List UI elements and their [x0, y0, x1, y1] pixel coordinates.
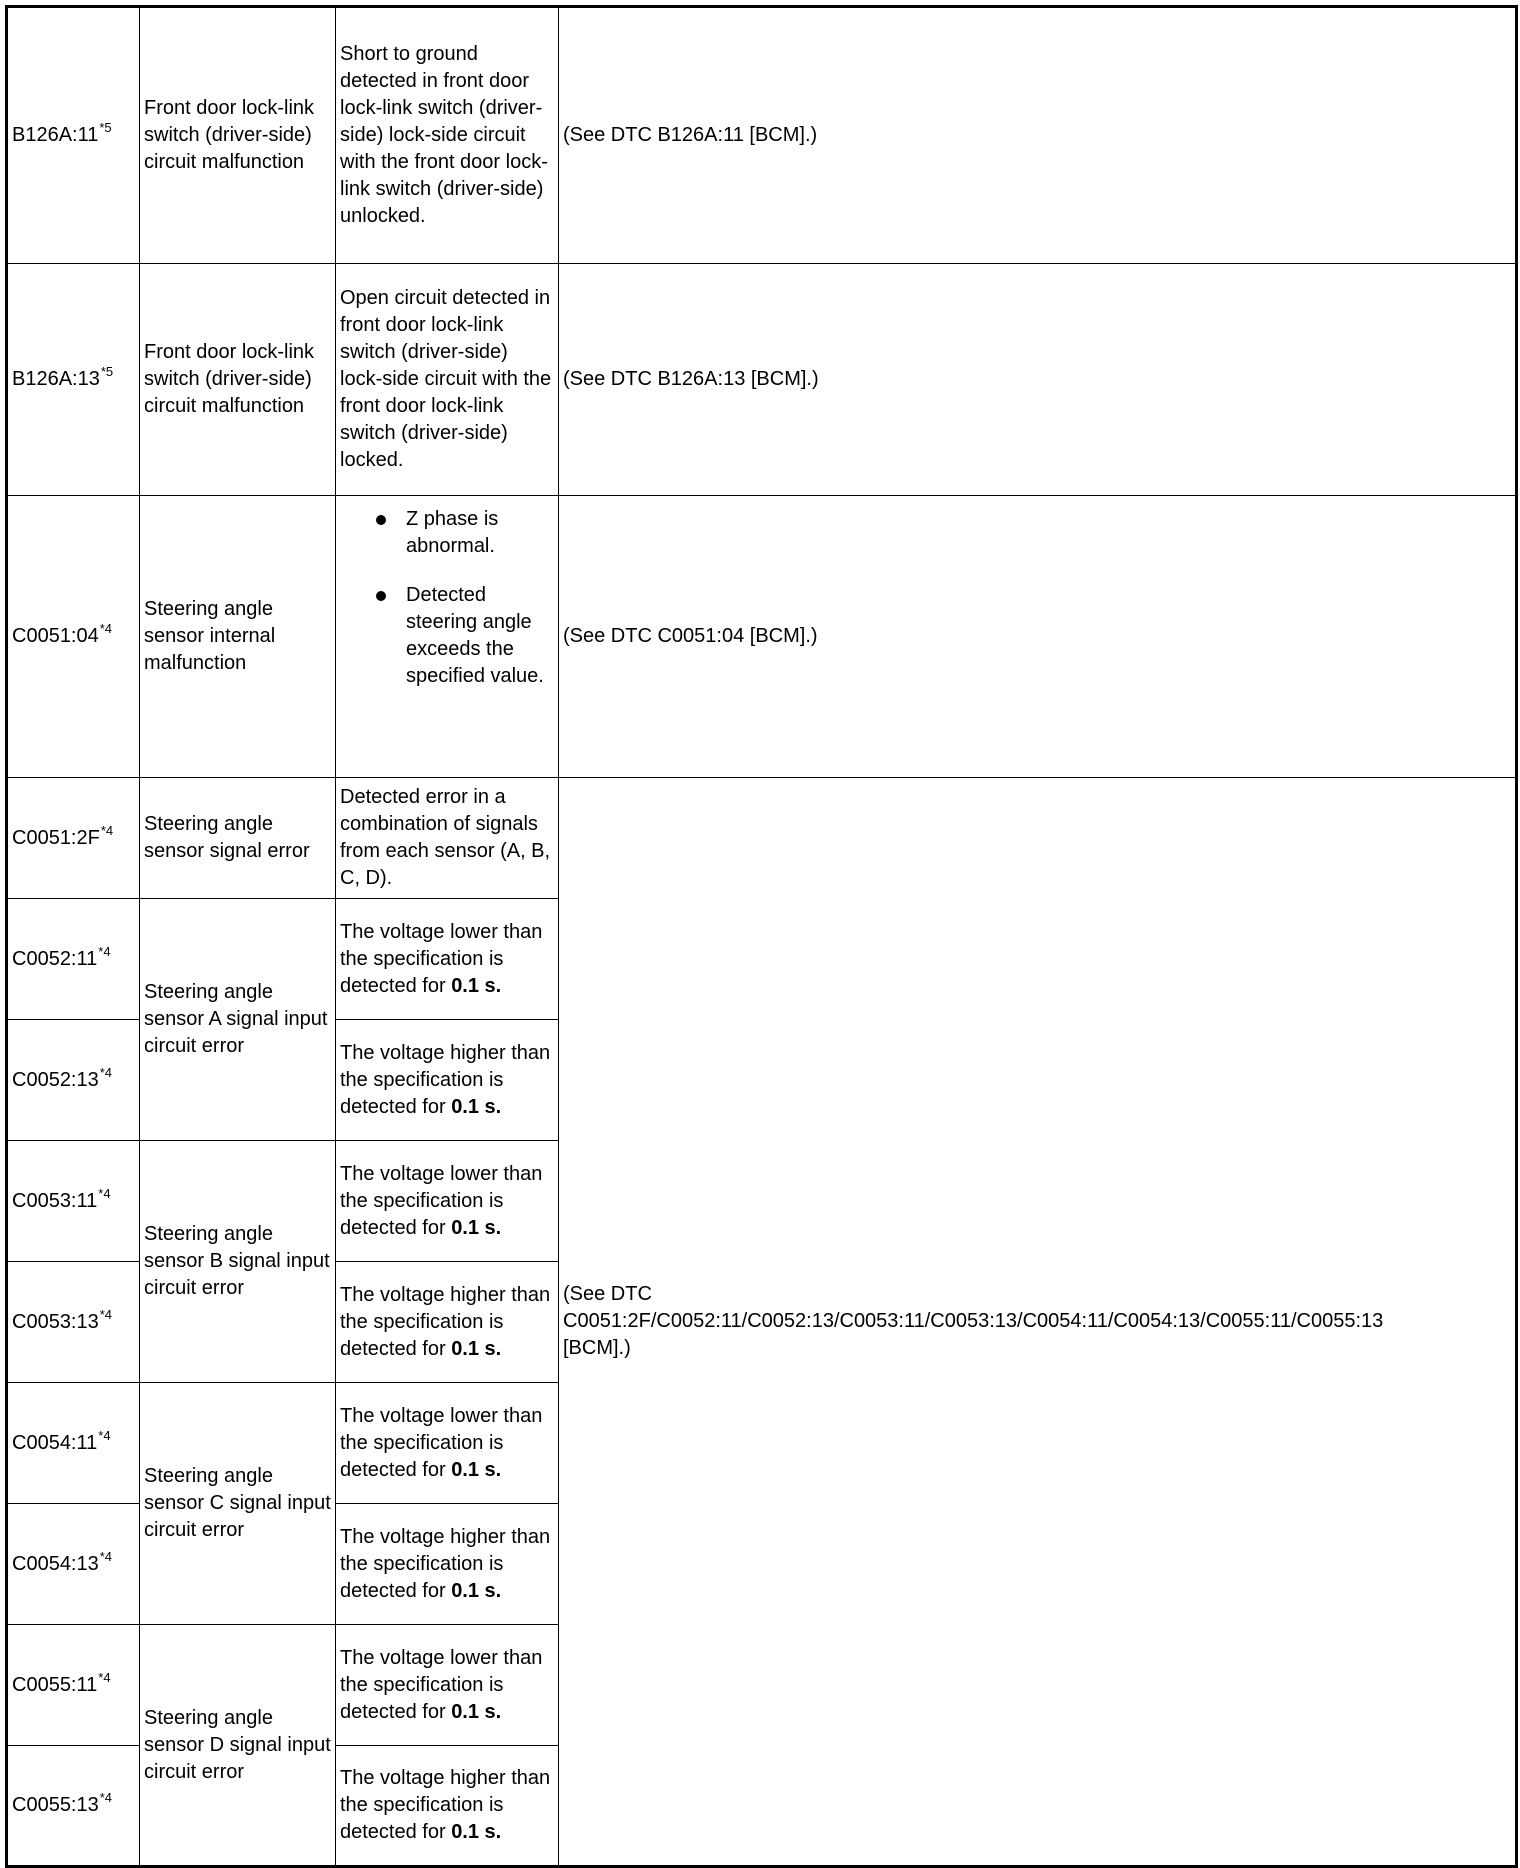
condition-text: The voltage higher than the specification is detected for: [340, 1767, 551, 1843]
dtc-code: C0055:13: [12, 1794, 99, 1816]
dtc-note: *4: [98, 1427, 111, 1443]
condition-cell: [336, 264, 559, 496]
reference-line: (See DTC: [563, 1283, 652, 1305]
dtc-code: C0052:13: [12, 1068, 99, 1091]
condition-list: [340, 506, 554, 690]
dtc-note: *4: [99, 621, 113, 636]
shared-reference: [563, 1281, 1511, 1362]
bullet-icon: [376, 591, 386, 601]
dtc-note: *4: [99, 1790, 113, 1805]
dtc-code-cell: [7, 264, 140, 496]
dtc-table: [5, 5, 1518, 1868]
condition-value: 0.1 s.: [451, 974, 502, 997]
condition-cell: [336, 1383, 559, 1504]
condition-text: The voltage higher than the specification is detected for: [340, 1525, 551, 1602]
detection-item-cell: [140, 1141, 336, 1383]
dtc-code: C0053:11: [12, 1189, 98, 1212]
condition-cell: [336, 899, 559, 1020]
page: [5, 5, 1515, 1859]
table-row: [7, 496, 1517, 778]
condition-text: The voltage higher than the specification is detected for: [340, 1041, 551, 1118]
detection-item: Steering angle sensor B signal input circuit error: [144, 1223, 330, 1299]
dtc-note: *4: [99, 1548, 113, 1564]
dtc-code-cell: [7, 496, 140, 778]
dtc-note: *4: [98, 1185, 111, 1201]
reference-cell: [559, 496, 1517, 778]
dtc-code-cell: [7, 1625, 140, 1746]
detection-item-cell: [140, 1383, 336, 1625]
detection-item-cell: [140, 7, 336, 264]
condition-value: 0.1 s.: [451, 1821, 502, 1843]
condition-value: 0.1 s.: [451, 1216, 502, 1239]
dtc-code: C0052:11: [12, 947, 98, 970]
detection-item: Steering angle sensor signal error: [144, 813, 310, 862]
reference-line: [BCM].): [563, 1337, 631, 1359]
detection-item: Steering angle sensor D signal input circuit error: [144, 1706, 331, 1783]
table-row: [7, 778, 1517, 899]
dtc-note: *4: [98, 1669, 111, 1685]
condition-text: The voltage lower than the specification is detected for: [340, 920, 543, 997]
condition-text: Z phase is abnormal.: [406, 508, 499, 557]
condition-value: 0.1 s.: [451, 1458, 502, 1481]
condition-text: Short to ground detected in front door lock-link switch (driver-side) lock-side circuit with the front door lock-link switch (driver-side) unlocked.: [340, 43, 548, 227]
detection-item-cell: [140, 778, 336, 899]
dtc-note: *4: [99, 1064, 113, 1080]
dtc-code: B126A:11: [12, 124, 99, 146]
reference-text: (See DTC B126A:13 [BCM].): [563, 368, 819, 390]
condition-cell: [336, 7, 559, 264]
detection-item-cell: [140, 899, 336, 1141]
detection-item-cell: [140, 1625, 336, 1867]
detection-item: Steering angle sensor C signal input circuit error: [144, 1465, 331, 1541]
condition-cell: [336, 1020, 559, 1141]
reference-text: (See DTC C0051:04 [BCM].): [563, 625, 818, 647]
condition-text: Detected steering angle exceeds the specified value.: [406, 584, 544, 687]
condition-value: 0.1 s.: [451, 1095, 502, 1118]
table-row: [7, 264, 1517, 496]
condition-text: Open circuit detected in front door lock-link switch (driver-side) lock-side circuit with the front door lock-link switch (driver-side) locked.: [340, 287, 552, 471]
condition-value: 0.1 s.: [451, 1579, 502, 1602]
dtc-note: *4: [98, 943, 111, 959]
dtc-code-cell: [7, 899, 140, 1020]
dtc-code-cell: [7, 1262, 140, 1383]
detection-item-cell: [140, 496, 336, 778]
condition-list-item: [406, 506, 554, 560]
detection-item: Front door lock-link switch (driver-side) circuit malfunction: [144, 341, 315, 417]
bullet-icon: [376, 515, 386, 525]
detection-item: Steering angle sensor internal malfunction: [144, 598, 276, 674]
condition-list-item: [406, 582, 554, 690]
table-row: [7, 7, 1517, 264]
condition-cell: [336, 1625, 559, 1746]
dtc-code-cell: [7, 1141, 140, 1262]
condition-text: The voltage lower than the specification is detected for: [340, 1404, 543, 1481]
dtc-note: *4: [100, 822, 114, 838]
reference-text: (See DTC B126A:11 [BCM].): [563, 124, 818, 146]
condition-cell: [336, 778, 559, 899]
reference-cell: [559, 264, 1517, 496]
dtc-note: *5: [99, 120, 112, 135]
dtc-code: C0054:11: [12, 1431, 98, 1454]
dtc-code: B126A:13: [12, 368, 100, 390]
dtc-code-cell: [7, 778, 140, 899]
dtc-code: C0053:13: [12, 1310, 99, 1333]
detection-item: Front door lock-link switch (driver-side) circuit malfunction: [144, 97, 315, 173]
condition-text: The voltage lower than the specification is detected for: [340, 1646, 543, 1723]
dtc-code-cell: [7, 1383, 140, 1504]
dtc-code-cell: [7, 7, 140, 264]
condition-cell: [336, 496, 559, 778]
condition-cell: [336, 1262, 559, 1383]
condition-text: The voltage higher than the specification is detected for: [340, 1283, 551, 1360]
dtc-code-cell: [7, 1020, 140, 1141]
detection-item: Steering angle sensor A signal input circuit error: [144, 981, 328, 1057]
reference-cell: [559, 7, 1517, 264]
reference-cell: [559, 778, 1517, 1867]
condition-cell: [336, 1141, 559, 1262]
dtc-note: *4: [99, 1306, 113, 1322]
dtc-note: *5: [100, 364, 114, 379]
condition-cell: [336, 1746, 559, 1867]
dtc-code-cell: [7, 1504, 140, 1625]
dtc-code: C0054:13: [12, 1552, 99, 1575]
detection-item-cell: [140, 264, 336, 496]
dtc-code-cell: [7, 1746, 140, 1867]
dtc-code: C0055:11: [12, 1673, 98, 1696]
reference-codes: C0051:2F/C0052:11/C0052:13/C0053:11/C0053:13/C0054:11/C0054:13/C0055:11/C0055:13: [563, 1310, 1384, 1332]
condition-text: The voltage lower than the specification is detected for: [340, 1162, 543, 1239]
dtc-code: C0051:2F: [12, 826, 100, 849]
condition-value: 0.1 s.: [451, 1700, 502, 1723]
dtc-code: C0051:04: [12, 625, 99, 647]
condition-cell: [336, 1504, 559, 1625]
condition-value: 0.1 s.: [451, 1337, 502, 1360]
condition-text: Detected error in a combination of signals from each sensor (A, B, C, D).: [340, 786, 551, 889]
